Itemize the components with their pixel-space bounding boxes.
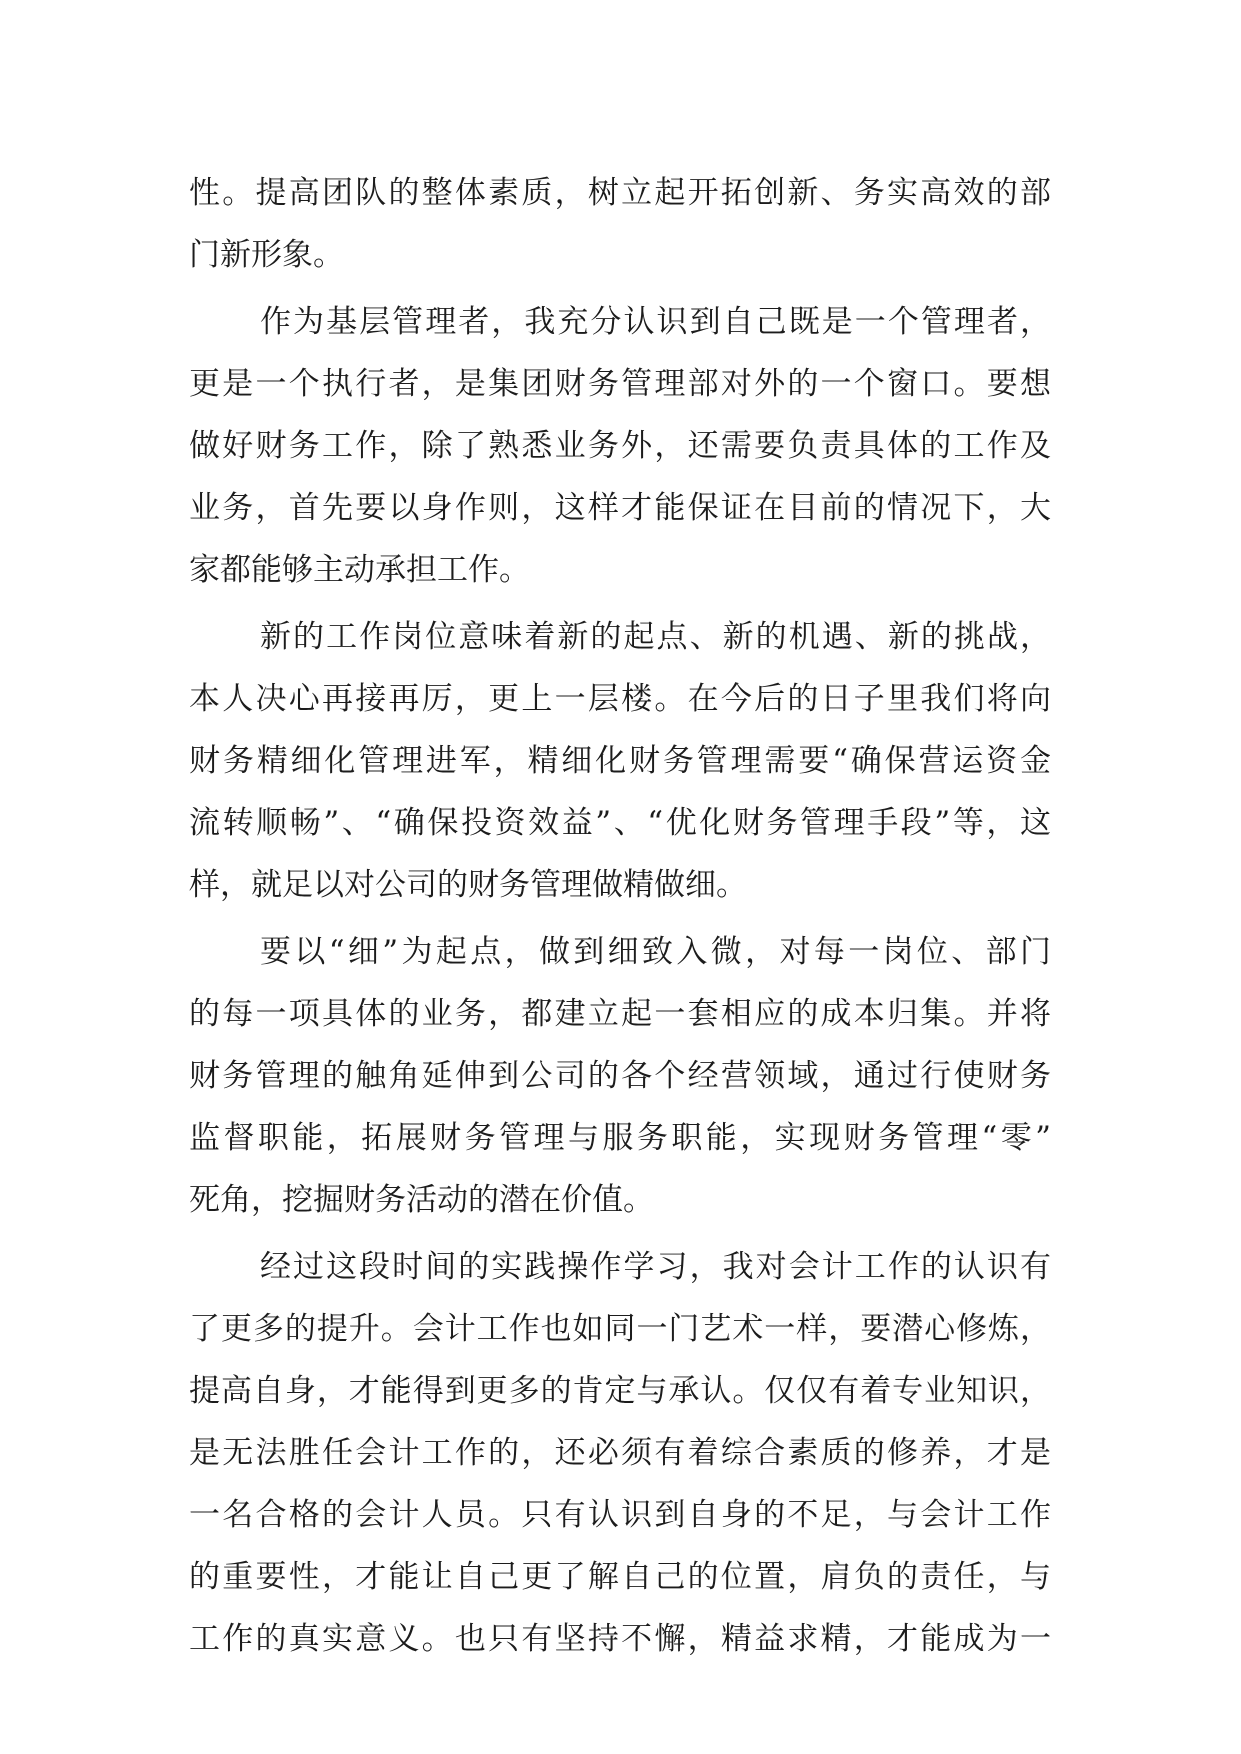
text-line: 是无法胜任会计工作的，还必须有着综合素质的修养，才是 — [189, 1435, 1051, 1471]
text-line: 业务，首先要以身作则，这样才能保证在目前的情况下，大 — [189, 490, 1051, 526]
text-line: 财务管理的触角延伸到公司的各个经营领域，通过行使财务 — [189, 1058, 1051, 1094]
text-line: 经过这段时间的实践操作学习，我对会计工作的认识有 — [260, 1249, 1051, 1285]
text-line: 家都能够主动承担工作。 — [189, 552, 530, 588]
text-line: 提高自身，才能得到更多的肯定与承认。仅仅有着专业知识， — [189, 1373, 1051, 1409]
paragraph-1 — [189, 162, 1051, 286]
text-line: 一名合格的会计人员。只有认识到自身的不足，与会计工作 — [189, 1497, 1051, 1533]
text-line: 的重要性，才能让自己更了解自己的位置，肩负的责任，与 — [189, 1559, 1051, 1595]
body-text — [189, 162, 1051, 1670]
text-line: 作为基层管理者，我充分认识到自己既是一个管理者， — [260, 304, 1051, 340]
paragraph-2 — [189, 291, 1051, 601]
text-line: 死角，挖掘财务活动的潜在价值。 — [189, 1182, 654, 1218]
text-line: 流转顺畅”、“确保投资效益”、“优化财务管理手段”等，这 — [189, 805, 1051, 841]
text-line: 门新形象。 — [189, 237, 344, 273]
text-line: 性。提高团队的整体素质，树立起开拓创新、务实高效的部 — [189, 175, 1051, 211]
text-line: 本人决心再接再厉，更上一层楼。在今后的日子里我们将向 — [189, 681, 1051, 717]
paragraph-3 — [189, 606, 1051, 916]
text-line: 要以“细”为起点，做到细致入微，对每一岗位、部门 — [260, 934, 1051, 970]
text-line: 更是一个执行者，是集团财务管理部对外的一个窗口。要想 — [189, 366, 1051, 402]
paragraph-4 — [189, 921, 1051, 1231]
text-line: 的每一项具体的业务，都建立起一套相应的成本归集。并将 — [189, 996, 1051, 1032]
text-line: 了更多的提升。会计工作也如同一门艺术一样，要潜心修炼， — [189, 1311, 1051, 1347]
text-line: 新的工作岗位意味着新的起点、新的机遇、新的挑战， — [260, 619, 1051, 655]
text-line: 工作的真实意义。也只有坚持不懈，精益求精，才能成为一 — [189, 1621, 1051, 1657]
text-line: 监督职能，拓展财务管理与服务职能，实现财务管理“零” — [189, 1120, 1051, 1156]
text-line: 财务精细化管理进军，精细化财务管理需要“确保营运资金 — [189, 743, 1051, 779]
paragraph-5 — [189, 1236, 1051, 1670]
text-line: 样，就足以对公司的财务管理做精做细。 — [189, 867, 747, 903]
text-line: 做好财务工作，除了熟悉业务外，还需要负责具体的工作及 — [189, 428, 1051, 464]
